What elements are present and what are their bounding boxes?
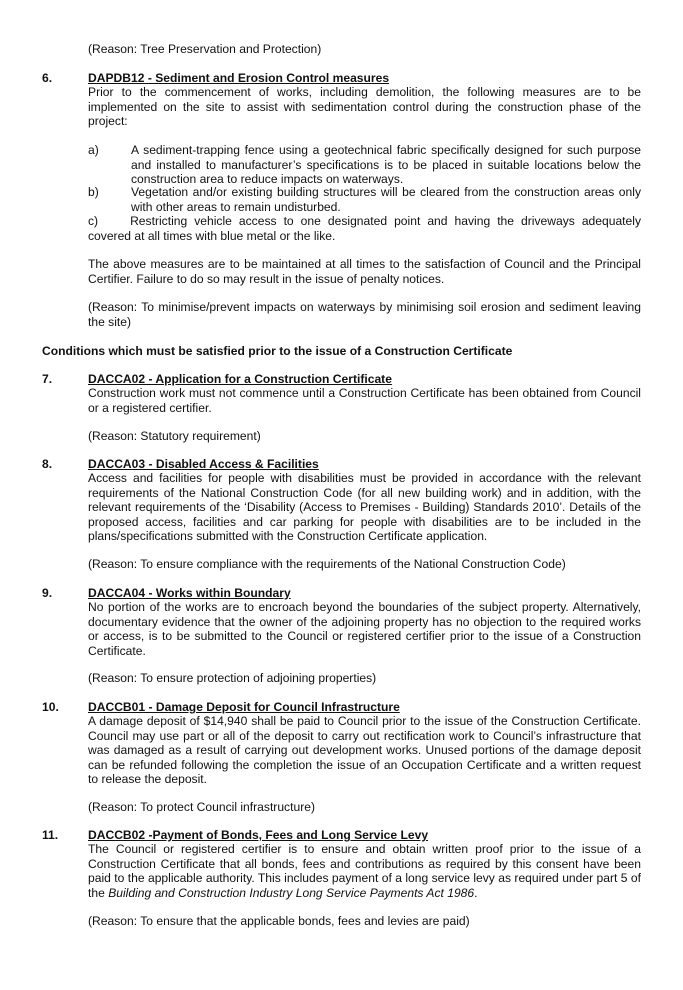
condition-11-body bbox=[88, 842, 641, 900]
condition-10-heading: DACCB01 - Damage Deposit for Council Infrastructure bbox=[88, 700, 400, 714]
condition-6-intro: Prior to the commencement of works, including demolition, the following measures are to be implemented on the site to assist with sedimentation control during the construction phase of the project: bbox=[88, 85, 641, 129]
condition-7-reason: (Reason: Statutory requirement) bbox=[88, 429, 261, 443]
condition-7-body: Construction work must not commence until a Construction Certificate has been obtained from Council or a registered certifier. bbox=[88, 386, 641, 415]
condition-10-reason: (Reason: To protect Council infrastructure) bbox=[88, 800, 315, 814]
section-heading: Conditions which must be satisfied prior to the issue of a Construction Certificate bbox=[42, 344, 513, 358]
item-text: Restricting vehicle access to one designated point and having the driveways adequately covered at all times with blue metal or the like. bbox=[88, 214, 641, 243]
act-title: Building and Construction Industry Long Service Payments Act 1986 bbox=[108, 885, 475, 900]
item-text: A sediment-trapping fence using a geotechnical fabric specifically designed for such purpose and installed to manufacturer’s specifications is to be placed in suitable locations below the construction area to reduce impacts on waterways. bbox=[131, 143, 641, 187]
condition-11-heading: DACCB02 -Payment of Bonds, Fees and Long Service Levy bbox=[88, 828, 429, 842]
condition-10-number: 10. bbox=[42, 700, 59, 714]
condition-10-body: A damage deposit of $14,940 shall be paid to Council prior to the issue of the Construction Certificate. Council may use part or all of the deposit to carry out rectification work to Council’s infrastructure that was damaged as a result of carrying out development works. Unused portions of the damage deposit can be refunded following the completion the issue of an Occupation Certificate and a written request to release the deposit. bbox=[88, 714, 641, 787]
condition-7-heading: DACCA02 - Application for a Construction Certificate bbox=[88, 372, 392, 386]
condition-8-heading: DACCA03 - Disabled Access & Facilities bbox=[88, 457, 319, 471]
condition-6-heading: DAPDB12 - Sediment and Erosion Control measures bbox=[88, 71, 390, 85]
condition-9-reason: (Reason: To ensure protection of adjoining properties) bbox=[88, 671, 377, 685]
condition-6-item-c bbox=[88, 214, 641, 243]
condition-6-reason: (Reason: To minimise/prevent impacts on waterways by minimising soil erosion and sediment leaving the site) bbox=[88, 300, 641, 329]
reason-tree-preservation: (Reason: Tree Preservation and Protection) bbox=[88, 42, 322, 56]
condition-11-reason: (Reason: To ensure that the applicable bonds, fees and levies are paid) bbox=[88, 914, 470, 928]
condition-8-body: Access and facilities for people with disabilities must be provided in accordance with the relevant requirements of the National Construction Code (for all new building work) and in addition, with the relevant requirements of the ‘Disability (Access to Premises - Building) Standards 2010’. Details of the proposed access, facilities and car parking for people with disabilities are to be included in the plans/specifications submitted with the Construction Certificate application. bbox=[88, 471, 641, 544]
condition-8-number: 8. bbox=[42, 457, 53, 471]
item-label: c) bbox=[88, 214, 99, 228]
condition-9-number: 9. bbox=[42, 586, 53, 600]
condition-7-number: 7. bbox=[42, 372, 53, 386]
condition-9-heading: DACCA04 - Works within Boundary bbox=[88, 586, 291, 600]
item-label: a) bbox=[88, 143, 99, 157]
item-text: Vegetation and/or existing building structures will be cleared from the construction areas only with other areas to remain undisturbed. bbox=[131, 185, 641, 214]
item-label: b) bbox=[88, 185, 99, 199]
condition-9-body: No portion of the works are to encroach beyond the boundaries of the subject property. Alternatively, documentary evidence that the owner of the adjoining property has no objection to the required works or access, is to be submitted to the Council or registered certifier prior to the issue of a Construction Certificate. bbox=[88, 600, 641, 658]
condition-11-body-text: The Council or registered certifier is to ensure and obtain written proof prior to the issue of a Construction Certificate that all bonds, fees and contributions as required by this consent have been paid to the applicable authority. This includes payment of a long service levy as required under part 5 of the bbox=[88, 842, 641, 900]
condition-6-paragraph: The above measures are to be maintained at all times to the satisfaction of Council and the Principal Certifier. Failure to do so may result in the issue of penalty notices. bbox=[88, 257, 641, 286]
condition-8-reason: (Reason: To ensure compliance with the requirements of the National Construction Code) bbox=[88, 557, 566, 571]
condition-11-body-end: . bbox=[474, 885, 478, 900]
condition-6-number: 6. bbox=[42, 71, 53, 85]
condition-11-number: 11. bbox=[42, 828, 59, 842]
